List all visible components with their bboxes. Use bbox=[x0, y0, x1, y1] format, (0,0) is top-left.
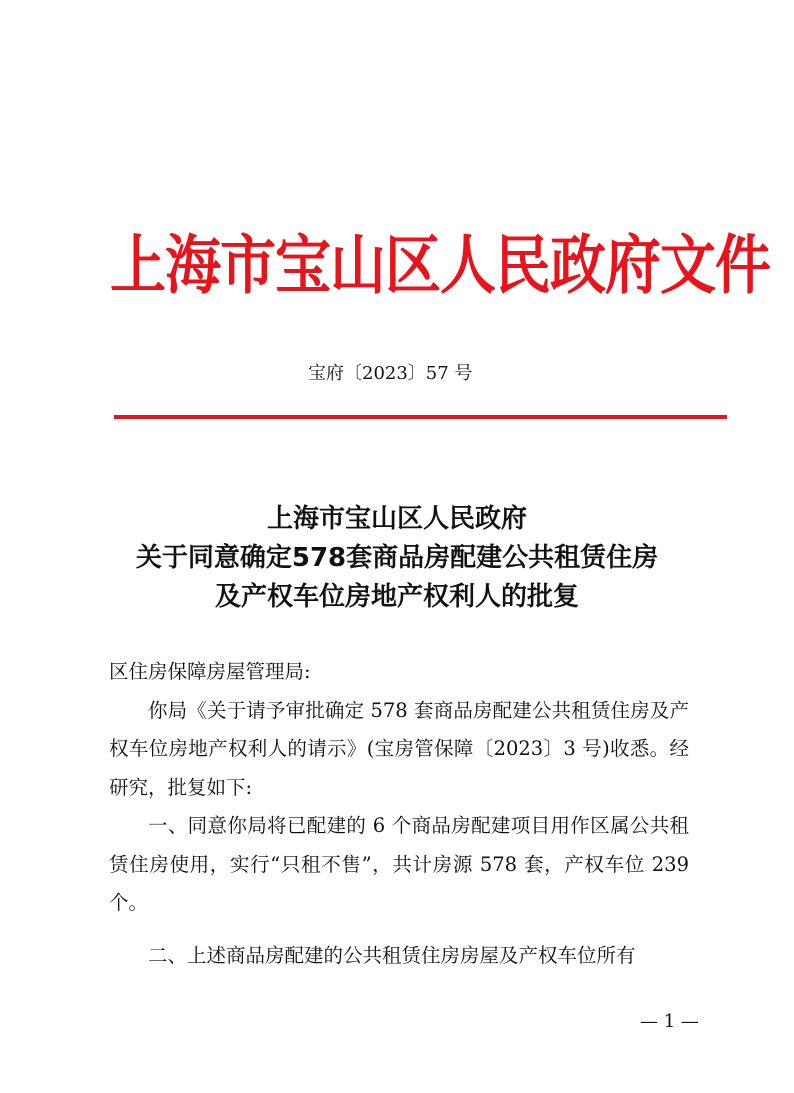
red-divider-rule bbox=[114, 415, 727, 419]
salutation: 区住房保障房屋管理局: bbox=[109, 660, 311, 683]
document-masthead bbox=[110, 222, 770, 312]
body-paragraph-2: 一、同意你局将已配建的 6 个商品房配建项目用作区属公共租赁住房使用，实行“只租不售”，共计房源 578 套，产权车位 239 个。 bbox=[109, 814, 689, 914]
document-body bbox=[109, 653, 689, 975]
masthead-text: 上海市宝山区人民政府文件 bbox=[110, 229, 770, 304]
title-line-1: 上海市宝山区人民政府 bbox=[266, 504, 527, 534]
document-number: 宝府〔2023〕57 号 bbox=[308, 363, 473, 384]
page-number: — 1 — bbox=[640, 1011, 699, 1032]
title-line-2: 关于同意确定578套商品房配建公共租赁住房 bbox=[135, 543, 659, 573]
title-line-3: 及产权车位房地产权利人的批复 bbox=[214, 582, 579, 612]
body-paragraph-1: 你局《关于请予审批确定 578 套商品房配建公共租赁住房及产权车位房地产权利人的请示》(宝房管保障〔2023〕3 号)收悉。经研究，批复如下: bbox=[109, 698, 689, 799]
document-title bbox=[80, 500, 714, 617]
body-paragraph-3: 二、上述商品房配建的公共租赁住房房屋及产权车位所有 bbox=[148, 943, 636, 967]
